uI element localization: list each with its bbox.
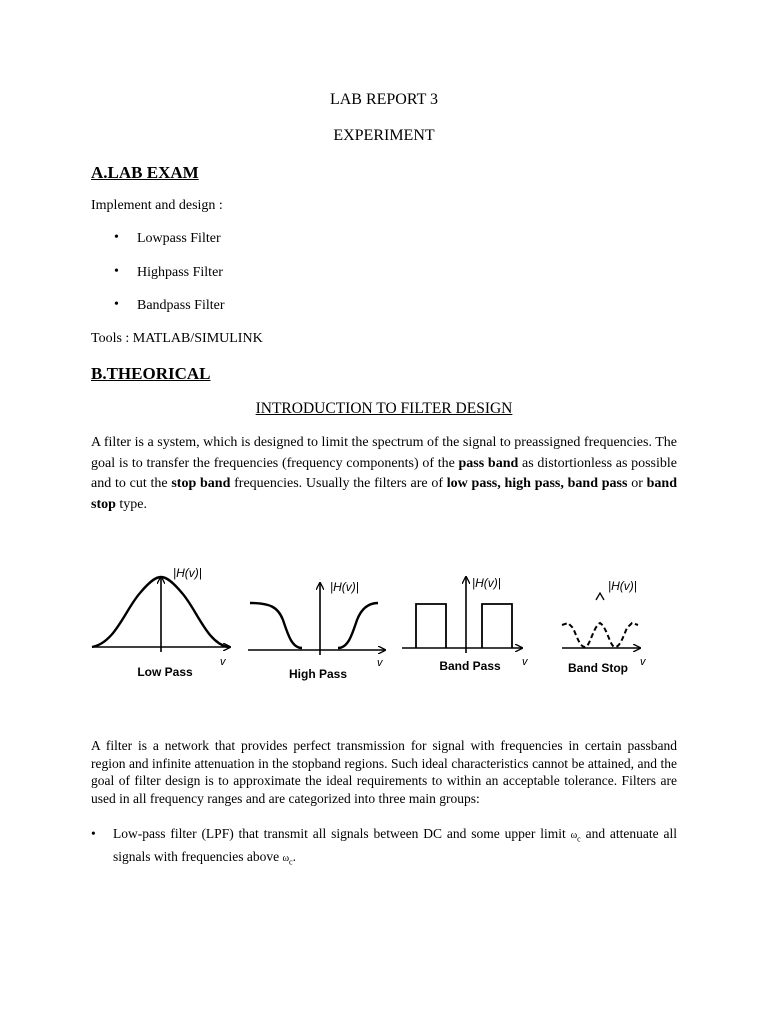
bullet-icon: • bbox=[114, 230, 119, 245]
section-a-heading: A.LAB EXAM bbox=[91, 163, 199, 182]
list-item-label: Lowpass Filter bbox=[137, 231, 221, 246]
report-title: LAB REPORT 3 bbox=[329, 91, 439, 108]
tools-line: Tools : MATLAB/SIMULINK bbox=[91, 331, 263, 346]
band-pass-x-label: v bbox=[522, 656, 528, 668]
intro-paragraph: A filter is a system, which is designed to limit the spectrum of the signal to preassigned frequencies. The goal is to transfer the frequencies (frequency components) of the pass band as distortionless as possible and to cut the stop band frequencies. Usually the filters are of low pass, high pass, band pass or band stop type. bbox=[91, 435, 678, 512]
high-pass-x-label: v bbox=[377, 657, 383, 669]
section-b-subheading: INTRODUCTION TO FILTER DESIGN bbox=[255, 400, 513, 417]
list-item bbox=[91, 825, 677, 871]
band-stop-y-label: |H(v)| bbox=[608, 579, 637, 593]
section-b-heading: B.THEORICAL bbox=[91, 364, 211, 383]
low-pass-caption: Low Pass bbox=[137, 665, 193, 679]
filter-types-figure bbox=[80, 555, 660, 695]
high-pass-plot bbox=[248, 580, 385, 681]
low-pass-plot bbox=[92, 566, 230, 679]
low-pass-y-label: |H(v)| bbox=[173, 566, 202, 580]
low-pass-x-label: v bbox=[220, 656, 226, 668]
list-item bbox=[114, 230, 221, 247]
bullet-icon: • bbox=[114, 264, 119, 279]
band-stop-plot bbox=[562, 579, 647, 675]
high-pass-caption: High Pass bbox=[288, 667, 348, 681]
section-a-intro: Implement and design : bbox=[91, 198, 223, 213]
list-item bbox=[114, 264, 223, 281]
list-item-label: Highpass Filter bbox=[137, 265, 223, 280]
list-item-label: Bandpass Filter bbox=[137, 298, 225, 313]
band-pass-plot bbox=[402, 576, 529, 673]
band-stop-caption: Band Stop bbox=[568, 661, 628, 675]
high-pass-y-label: |H(v)| bbox=[330, 580, 359, 594]
list-item bbox=[114, 297, 225, 314]
band-stop-x-label: v bbox=[640, 656, 646, 668]
band-pass-caption: Band Pass bbox=[439, 659, 501, 673]
lpf-bullet-text: Low-pass filter (LPF) that transmit all signals between DC and some upper limit $\omega_c$ and attenuate all signals with frequencies above $\omega_c$. bbox=[113, 826, 677, 867]
bullet-icon: • bbox=[91, 826, 96, 841]
experiment-title: EXPERIMENT bbox=[333, 127, 435, 144]
filter-groups-paragraph: A filter is a network that provides perfect transmission for signal with frequencies in certain passband region and infinite attenuation in the stopband regions. Such ideal characteristics cannot be attained, and the goal of filter design is to approximate the ideal requirements to within an acceptable tolerance. Filters are used in all frequency ranges and are categorized into three main groups: bbox=[91, 738, 677, 806]
bullet-icon: • bbox=[114, 297, 119, 312]
band-pass-y-label: |H(v)| bbox=[472, 576, 501, 590]
